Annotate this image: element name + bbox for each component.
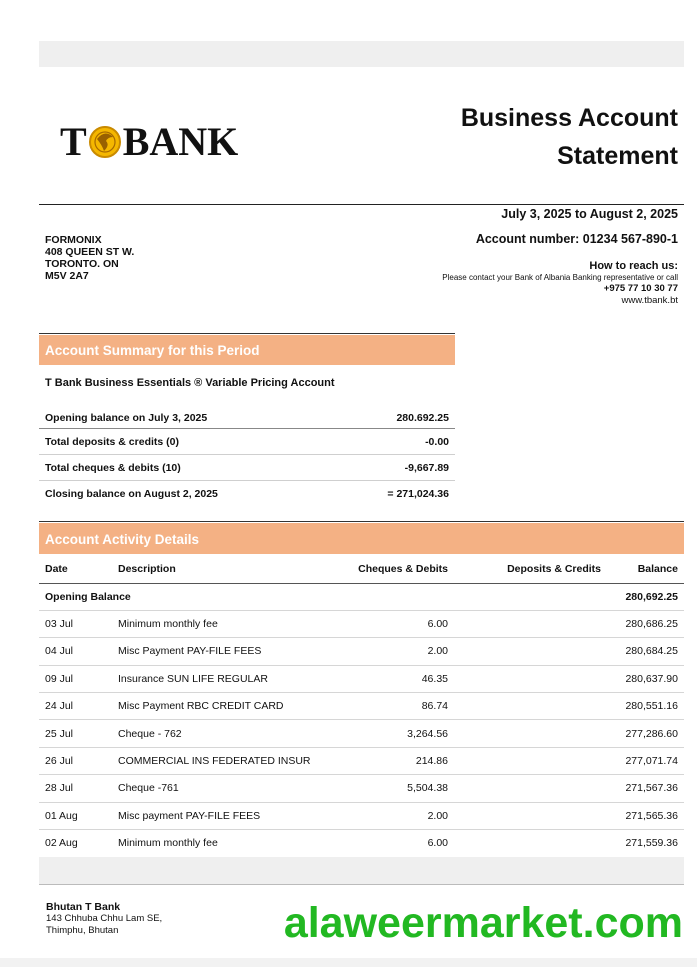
transaction-balance: 277,286.60 — [601, 720, 684, 747]
transaction-description: Minimum monthly fee — [118, 610, 318, 637]
transaction-description: Cheque - 762 — [118, 720, 318, 747]
activity-header-row — [39, 556, 684, 583]
address-line: FORMONIX — [45, 234, 102, 246]
summary-label: Opening balance on July 3, 2025 — [45, 411, 208, 424]
col-debits: Cheques & Debits — [318, 556, 448, 583]
transaction-balance: 280,637.90 — [601, 665, 684, 692]
summary-label: Total deposits & credits (0) — [45, 435, 179, 448]
transaction-date: 02 Aug — [45, 837, 78, 850]
transaction-description: COMMERCIAL INS FEDERATED INSUR — [118, 747, 318, 774]
summary-row — [39, 455, 455, 481]
summary-account-name: T Bank Business Essentials ® Variable Pricing Account — [45, 377, 335, 389]
col-date: Date — [39, 556, 118, 583]
footer-divider — [39, 884, 684, 885]
transaction-debit: 5,504.38 — [318, 775, 448, 802]
opening-balance-row — [39, 583, 684, 610]
contact-text: Please contact your Bank of Albania Banking representative or call — [442, 273, 678, 282]
transaction-debit: 46.35 — [318, 665, 448, 692]
contact-heading: How to reach us: — [589, 260, 678, 272]
address-line: TORONTO. ON — [45, 258, 119, 270]
transaction-row — [39, 638, 684, 665]
transaction-balance: 280,551.16 — [601, 693, 684, 720]
contact-block — [442, 260, 678, 306]
opening-label: Opening Balance — [39, 583, 318, 610]
summary-divider — [39, 333, 455, 334]
col-balance: Balance — [601, 556, 684, 583]
bank-address — [46, 901, 162, 937]
activity-divider — [39, 521, 684, 522]
transaction-date: 03 Jul — [39, 610, 118, 637]
transaction-debit: 2.00 — [318, 802, 448, 829]
header-divider — [39, 204, 684, 205]
title-line-2: Statement — [557, 142, 678, 170]
transaction-credit — [448, 693, 601, 720]
col-credits: Deposits & Credits — [448, 556, 601, 583]
transaction-row — [39, 610, 684, 637]
transaction-date: 28 Jul — [39, 775, 118, 802]
transaction-description: Misc payment PAY-FILE FEES — [118, 802, 318, 829]
transaction-description: Minimum monthly fee — [118, 837, 218, 850]
transaction-date: 09 Jul — [39, 665, 118, 692]
transaction-balance: 277,071.74 — [601, 747, 684, 774]
transaction-date: 26 Jul — [39, 747, 118, 774]
transaction-debit: 6.00 — [318, 610, 448, 637]
activity-table — [39, 556, 684, 857]
transaction-debit: 214.86 — [318, 747, 448, 774]
summary-table — [39, 407, 455, 507]
transaction-row — [39, 720, 684, 747]
transaction-credit — [448, 830, 601, 857]
opening-balance: 280,692.25 — [601, 583, 684, 610]
logo-letters-bank: BANK — [122, 119, 239, 164]
transaction-credit — [448, 720, 601, 747]
transaction-debit: 3,264.56 — [318, 720, 448, 747]
summary-row — [39, 429, 455, 455]
bank-name: Bhutan T Bank — [46, 901, 121, 913]
col-description: Description — [118, 556, 318, 583]
transaction-credit — [448, 747, 601, 774]
transaction-debit: 86.74 — [318, 693, 448, 720]
transaction-row — [39, 775, 684, 802]
transaction-description: Misc Payment RBC CREDIT CARD — [118, 693, 318, 720]
transaction-date: 24 Jul — [39, 693, 118, 720]
statement-title — [461, 99, 678, 175]
summary-value: = 271,024.36 — [387, 488, 449, 500]
summary-value: -0.00 — [425, 435, 449, 448]
transaction-balance: 271,565.36 — [601, 802, 684, 829]
transaction-balance: 271,567.36 — [601, 775, 684, 802]
watermark: alaweermarket.com — [283, 899, 683, 947]
transaction-debit: 6.00 — [427, 837, 448, 850]
activity-header: Account Activity Details — [39, 523, 684, 554]
transaction-row — [39, 693, 684, 720]
summary-row — [39, 481, 455, 507]
summary-header: Account Summary for this Period — [39, 335, 455, 365]
top-band — [39, 41, 684, 67]
transaction-row — [39, 830, 684, 857]
transaction-credit — [448, 802, 601, 829]
bank-address-line: Thimphu, Bhutan — [46, 925, 119, 936]
summary-value: -9,667.89 — [404, 461, 449, 474]
logo-letter-t: T — [60, 119, 87, 164]
summary-value: 280.692.25 — [396, 411, 449, 424]
bank-logo — [60, 118, 238, 166]
contact-website: www.tbank.bt — [621, 295, 678, 306]
transaction-balance: 271,559.36 — [625, 837, 678, 850]
transaction-balance: 280,686.25 — [601, 610, 684, 637]
statement-period: July 3, 2025 to August 2, 2025 — [501, 207, 678, 221]
transaction-row — [39, 747, 684, 774]
account-number: Account number: 01234 567-890-1 — [475, 232, 678, 246]
summary-row — [39, 407, 455, 429]
footer-band — [39, 857, 684, 884]
transaction-date: 25 Jul — [39, 720, 118, 747]
bank-address-line: 143 Chhuba Chhu Lam SE, — [46, 913, 163, 924]
transaction-description: Cheque -761 — [118, 775, 318, 802]
transaction-credit — [448, 638, 601, 665]
transaction-date: 04 Jul — [39, 638, 118, 665]
title-line-1: Business Account — [460, 104, 678, 132]
summary-label: Closing balance on August 2, 2025 — [45, 488, 218, 500]
bottom-band — [0, 958, 697, 967]
transaction-row — [39, 802, 684, 829]
customer-address — [45, 234, 134, 282]
transaction-balance: 280,684.25 — [601, 638, 684, 665]
coin-icon — [88, 125, 122, 159]
transaction-description: Misc Payment PAY-FILE FEES — [118, 638, 318, 665]
address-line: M5V 2A7 — [45, 270, 89, 282]
transaction-date: 01 Aug — [39, 802, 118, 829]
transaction-row — [39, 665, 684, 692]
transaction-credit — [448, 775, 601, 802]
address-line: 408 QUEEN ST W. — [45, 246, 135, 258]
transaction-description: Insurance SUN LIFE REGULAR — [118, 665, 318, 692]
transaction-credit — [448, 665, 601, 692]
contact-phone: +975 77 10 30 77 — [603, 283, 678, 294]
transaction-credit — [448, 610, 601, 637]
summary-label: Total cheques & debits (10) — [45, 461, 181, 474]
transaction-debit: 2.00 — [318, 638, 448, 665]
